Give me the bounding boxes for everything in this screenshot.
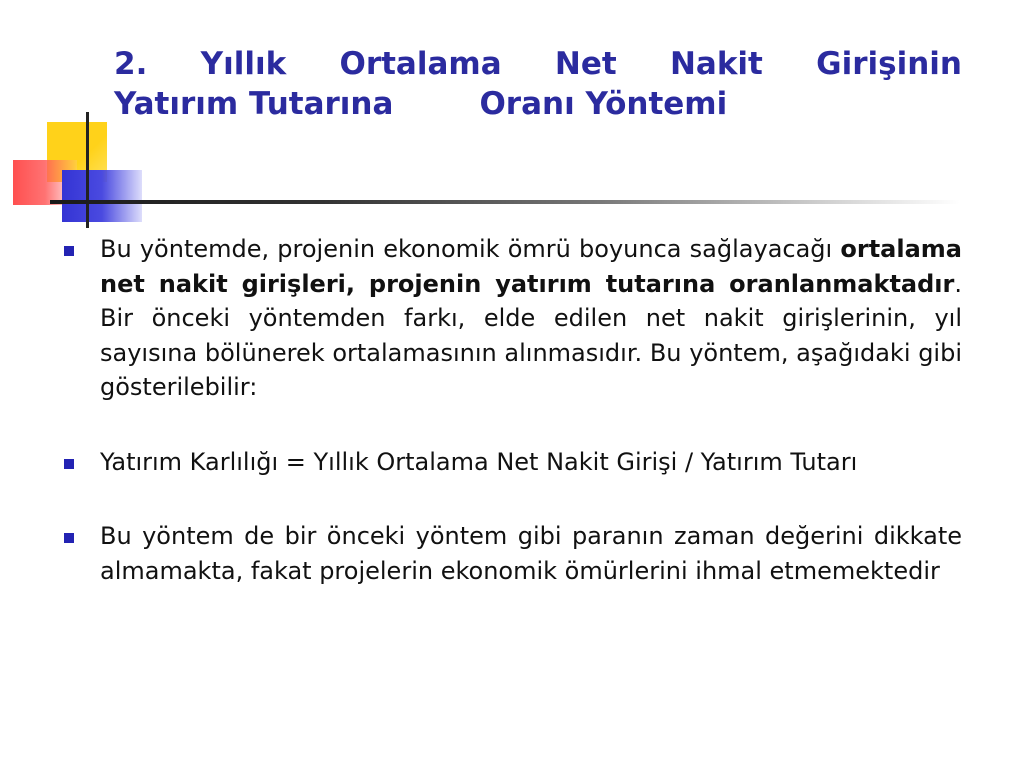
bullet-square-icon bbox=[64, 459, 74, 469]
title-line-2 bbox=[114, 84, 962, 124]
vertical-divider bbox=[86, 112, 89, 228]
bullet-item-evaluation bbox=[60, 519, 962, 588]
bullet-bold-text: ortalama net nakit girişleri, projenin yatırım tutarına oranlanmaktadır bbox=[100, 235, 962, 298]
bullet-square-icon bbox=[64, 246, 74, 256]
title-line-1 bbox=[114, 44, 962, 84]
title-line-2-part-1: Yatırım Tutarına bbox=[114, 86, 394, 122]
title-word: 2. bbox=[114, 46, 148, 82]
title-word: Nakit bbox=[669, 46, 763, 82]
title-divider-line bbox=[50, 200, 960, 204]
slide-title bbox=[114, 44, 962, 124]
bullet-text: Yatırım Karlılığı = Yıllık Ortalama Net Nakit Girişi / Yatırım Tutarı bbox=[100, 447, 858, 476]
bullet-text: Bu yöntemde, projenin ekonomik ömrü boyunca sağlayacağı bbox=[100, 235, 841, 263]
bullet-item-formula bbox=[60, 445, 962, 480]
title-word: Net bbox=[554, 46, 617, 82]
title-line-2-part-2: Oranı Yöntemi bbox=[479, 86, 728, 122]
title-word: Yıllık bbox=[200, 46, 287, 82]
title-word: Girişinin bbox=[816, 46, 962, 82]
bullet-text: Bu yöntem de bir önceki yöntem gibi paranın zaman değerini dikkate almamakta, fakat projelerin ekonomik ömürlerini ihmal etmemektedir bbox=[100, 522, 962, 585]
title-word: Ortalama bbox=[339, 46, 502, 82]
bullet-item-method-description bbox=[60, 232, 962, 405]
bullet-square-icon bbox=[64, 533, 74, 543]
bullet-text: . Bir önceki yöntemden farkı, elde edilen net nakit girişlerinin, yıl sayısına bölünerek ortalamasının alınmasıdır. Bu yöntem, aşağıdaki gibi gösterilebilir: bbox=[100, 269, 962, 401]
title-gap bbox=[393, 84, 479, 124]
bullet-list bbox=[60, 232, 962, 588]
blue-square bbox=[62, 170, 142, 222]
